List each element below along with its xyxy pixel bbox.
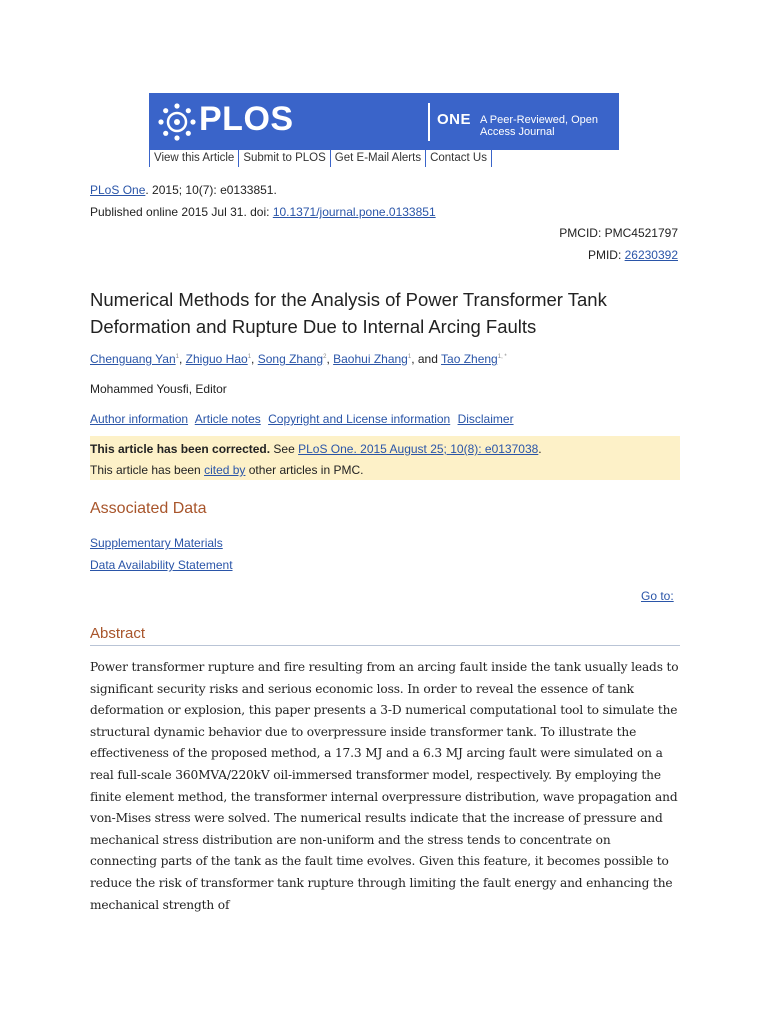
editor: Mohammed Yousfi, Editor	[90, 382, 227, 396]
correction-bold: This article has been corrected.	[90, 442, 271, 456]
abstract-heading: Abstract	[90, 625, 146, 642]
author-separator: ,	[326, 352, 334, 366]
cited-prefix: This article has been	[90, 463, 205, 477]
author-information-link[interactable]: Author information	[90, 412, 189, 426]
journal-tagline: A Peer-Reviewed, Open Access Journal	[480, 114, 599, 138]
author-link[interactable]: Zhiguo Hao	[185, 352, 248, 366]
citation-line	[90, 183, 277, 197]
pmid-label: PMID:	[587, 248, 625, 262]
associated-data-heading: Associated Data	[90, 500, 207, 517]
article-title: Numerical Methods for the Analysis of Power Transformer Tank Deformation and Rupture Due to Internal Arcing Faults	[90, 289, 607, 337]
supplementary-materials-link[interactable]: Supplementary Materials	[90, 536, 223, 550]
author-separator: ,	[178, 352, 186, 366]
cited-line	[90, 460, 680, 481]
data-availability-link[interactable]: Data Availability Statement	[90, 558, 233, 572]
plos-banner[interactable]	[149, 93, 619, 167]
pmid-link[interactable]: 26230392	[624, 248, 678, 262]
correction-link[interactable]: PLoS One. 2015 August 25; 10(8): e0137038	[298, 442, 539, 456]
article-info-links	[90, 412, 518, 426]
nav-submit[interactable]: Submit to PLOS	[239, 150, 330, 167]
cited-by-link[interactable]: cited by	[204, 463, 246, 477]
author-link[interactable]: Chenguang Yan	[90, 352, 176, 366]
journal-link[interactable]: PLoS One	[90, 183, 146, 197]
author-affiliation: 1	[247, 354, 252, 360]
published-line	[90, 205, 436, 219]
abstract-text: Power transformer rupture and fire resulting from an arcing fault inside the tank usually leads to significant security risks and serious economic loss. In order to reveal the essence of tank deformation or explosion, this paper presents a 3-D numerical computational tool to simulate the structural dynamic behavior due to overpressure inside transformer tank. To illustrate the effectiveness of the proposed method, a 17.3 MJ and a 6.3 MJ arcing fault were simulated on a real full-scale 360MVA/220kV oil-immersed transformer model, respectively. By employing the finite element method, the transformer internal overpressure distribution, wave propagation and von-Mises stress were solved. The numerical results indicate that the increase of pressure and mechanical stress distribution are non-uniform and the stress tends to concentrate on connecting parts of the tank as the fault time evolves. Given this feature, it becomes possible to reduce the risk of transformer tank rupture through limiting the fault energy and enhancing the mechanical strength of	[90, 660, 679, 912]
author-affiliation: 1, *	[497, 354, 507, 360]
pmid-line	[588, 248, 678, 262]
banner-logo-row	[149, 93, 619, 149]
citation-details: . 2015; 10(7): e0133851.	[145, 183, 277, 197]
author-separator: , and	[411, 352, 442, 366]
plos-brand: PLOS	[199, 100, 294, 138]
banner-divider	[428, 103, 430, 141]
cited-suffix: other articles in PMC.	[245, 463, 364, 477]
author-separator: ,	[251, 352, 258, 366]
published-text: Published online 2015 Jul 31. doi:	[90, 205, 273, 219]
journal-name: ONE	[437, 111, 472, 128]
author-affiliation: 1	[175, 354, 179, 360]
article-notes-link[interactable]: Article notes	[194, 412, 261, 426]
banner-nav	[149, 149, 619, 167]
correction-line	[90, 439, 680, 460]
author-list	[90, 352, 507, 366]
author-link[interactable]: Tao Zheng	[441, 352, 498, 366]
abstract-divider	[90, 645, 680, 646]
pmcid: PMCID: PMC4521797	[559, 226, 678, 240]
author-link[interactable]: Song Zhang	[257, 352, 324, 366]
author-link[interactable]: Baohui Zhang	[333, 352, 408, 366]
correction-see: See	[270, 442, 299, 456]
correction-end: .	[538, 442, 542, 456]
disclaimer-link[interactable]: Disclaimer	[457, 412, 514, 426]
doi-link[interactable]: 10.1371/journal.pone.0133851	[272, 205, 436, 219]
author-affiliation: 2	[323, 354, 327, 360]
nav-contact[interactable]: Contact Us	[426, 150, 492, 167]
goto-link[interactable]: Go to:	[641, 589, 674, 603]
correction-notice	[90, 436, 680, 480]
plos-logo-icon	[157, 102, 197, 142]
copyright-link[interactable]: Copyright and License information	[268, 412, 451, 426]
nav-view-article[interactable]: View this Article	[149, 150, 239, 167]
nav-email-alerts[interactable]: Get E-Mail Alerts	[331, 150, 426, 167]
author-affiliation: 1	[407, 354, 412, 360]
